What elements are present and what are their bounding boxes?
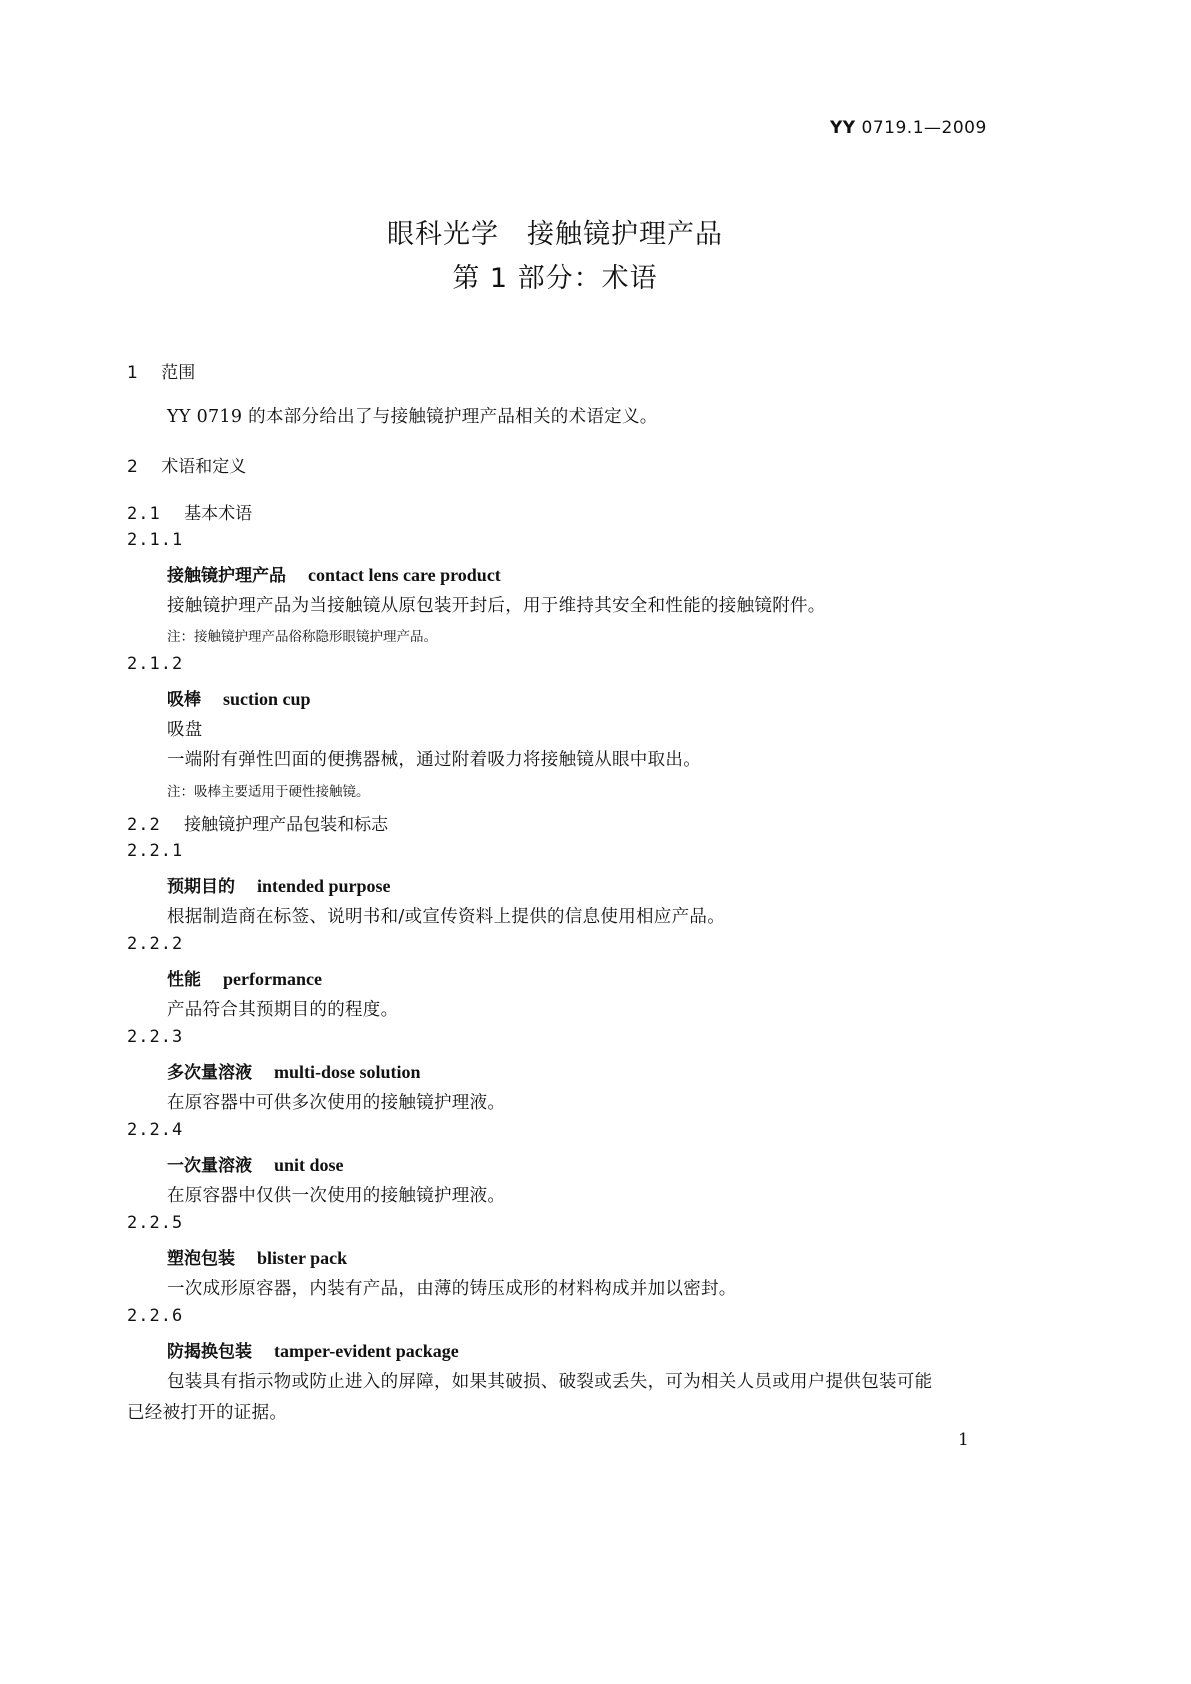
term-definition-line-2: 已经被打开的证据。 [127, 1403, 288, 1423]
term-zh: 塑泡包装 [167, 1249, 235, 1269]
term-en: suction cup [223, 689, 311, 709]
term-en: multi-dose solution [274, 1062, 421, 1082]
term-heading [167, 1151, 344, 1176]
term-synonym: 吸盘 [167, 720, 203, 740]
term-number: 2.2.2 [127, 934, 184, 954]
section-title: 接触镜护理产品包装和标志 [184, 815, 389, 835]
term-number: 2.2.4 [127, 1120, 184, 1140]
term-heading [167, 965, 322, 990]
section-number: 2.2 [127, 815, 161, 835]
section-2-2-heading [127, 810, 388, 835]
term-heading [167, 1337, 459, 1362]
term-heading [167, 872, 391, 897]
page-number: 1 [958, 1430, 969, 1450]
term-definition: 产品符合其预期目的的程度。 [167, 1000, 399, 1020]
term-number: 2.1.1 [127, 530, 184, 550]
term-definition: 接触镜护理产品为当接触镜从原包装开封后，用于维持其安全和性能的接触镜附件。 [167, 596, 826, 616]
term-definition: 在原容器中可供多次使用的接触镜护理液。 [167, 1093, 506, 1113]
term-number: 2.2.1 [127, 841, 184, 861]
term-zh: 防揭换包装 [167, 1342, 252, 1362]
term-zh: 吸棒 [167, 690, 201, 710]
term-number: 2.1.2 [127, 654, 184, 674]
term-en: intended purpose [257, 876, 391, 896]
section-1-text: YY 0719 的本部分给出了与接触镜护理产品相关的术语定义。 [167, 407, 658, 427]
section-title: 范围 [161, 363, 196, 383]
term-number: 2.2.6 [127, 1306, 184, 1326]
document-number-prefix: YY [830, 118, 856, 138]
document-number-text: 0719.1—2009 [861, 118, 987, 138]
term-en: blister pack [257, 1248, 348, 1268]
term-heading [167, 561, 501, 586]
term-definition: 在原容器中仅供一次使用的接触镜护理液。 [167, 1186, 506, 1206]
term-note: 注：吸棒主要适用于硬性接触镜。 [167, 784, 370, 800]
section-title: 基本术语 [184, 504, 253, 524]
term-heading [167, 1244, 347, 1269]
title-line-1: 眼科光学 接触镜护理产品 [387, 219, 723, 250]
section-number: 2.1 [127, 504, 161, 524]
term-definition-line-1: 包装具有指示物或防止进入的屏障，如果其破损、破裂或丢失，可为相关人员或用户提供包装可能 [167, 1372, 933, 1392]
section-number: 1 [127, 363, 138, 383]
term-number: 2.2.3 [127, 1027, 184, 1047]
term-number: 2.2.5 [127, 1213, 184, 1233]
term-definition: 根据制造商在标签、说明书和/或宣传资料上提供的信息使用相应产品。 [167, 907, 725, 927]
document-number [830, 118, 987, 138]
term-heading [167, 685, 311, 710]
term-zh: 一次量溶液 [167, 1156, 252, 1176]
term-definition: 一端附有弹性凹面的便携器械，通过附着吸力将接触镜从眼中取出。 [167, 750, 701, 770]
section-2-heading [127, 452, 246, 477]
term-en: unit dose [274, 1155, 344, 1175]
term-definition: 一次成形原容器，内装有产品，由薄的铸压成形的材料构成并加以密封。 [167, 1279, 737, 1299]
section-1-heading [127, 358, 195, 383]
section-number: 2 [127, 457, 138, 477]
term-zh: 性能 [167, 970, 201, 990]
term-en: tamper-evident package [274, 1341, 459, 1361]
term-en: contact lens care product [308, 565, 501, 585]
section-title: 术语和定义 [161, 457, 247, 477]
term-zh: 预期目的 [167, 877, 235, 897]
term-zh: 接触镜护理产品 [167, 566, 286, 586]
section-2-1-heading [127, 499, 252, 524]
term-en: performance [223, 969, 322, 989]
title-line-2: 第 1 部分：术语 [452, 263, 658, 294]
term-zh: 多次量溶液 [167, 1063, 252, 1083]
term-heading [167, 1058, 421, 1083]
term-note: 注：接触镜护理产品俗称隐形眼镜护理产品。 [167, 629, 437, 645]
